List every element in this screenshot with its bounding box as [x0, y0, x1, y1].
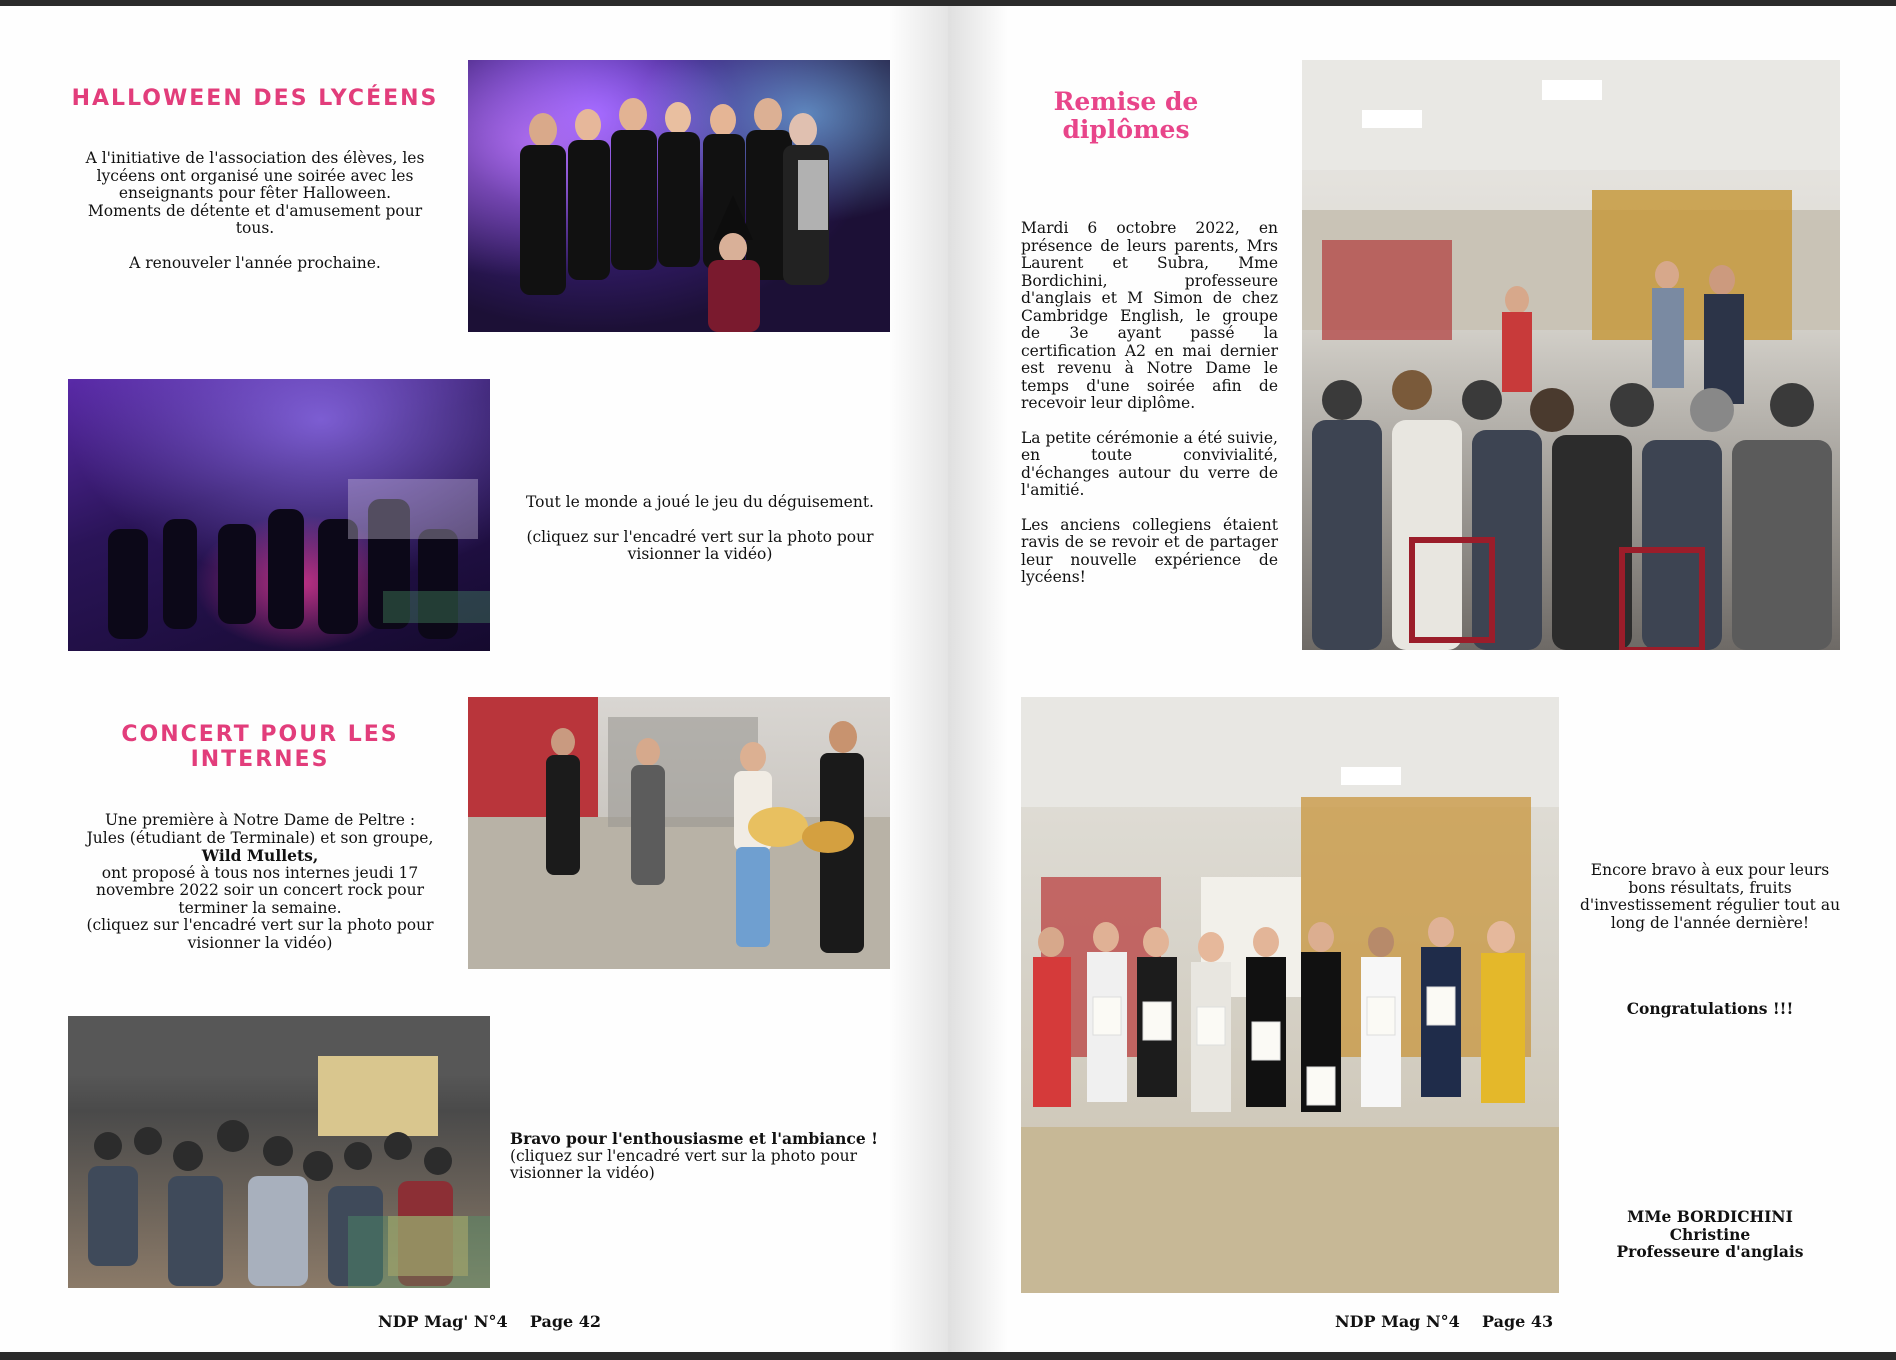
signature-line: Christine	[1669, 1224, 1751, 1244]
concert-title: CONCERT POUR LES INTERNES	[121, 722, 399, 772]
page-footer-43: NDP Mag N°4 Page 43	[1335, 1312, 1554, 1331]
diplomes-title-line: diplômes	[1062, 115, 1190, 144]
concert-text	[70, 812, 450, 952]
diplomes-title	[1026, 88, 1226, 144]
audience-caption-bold: Bravo pour l'enthousiasme et l'ambiance !	[510, 1129, 878, 1148]
bravo-text: Encore bravo à eux pour leurs bons résultats, fruits d'investissement régulier tout au long de l'année dernière!	[1579, 861, 1841, 932]
concert-band-photo[interactable]	[468, 697, 890, 969]
diplomes-paragraph: La petite cérémonie a été suivie, en toute convivialité, d'échanges autour du verre de l'amitié.	[1021, 428, 1278, 499]
halloween-group-photo[interactable]	[468, 60, 890, 332]
audience-caption	[510, 1130, 890, 1183]
signature-line: MMe BORDICHINI	[1627, 1207, 1793, 1226]
signature	[1578, 1208, 1842, 1261]
video-link-box[interactable]	[383, 591, 490, 623]
page-43	[948, 6, 1896, 1352]
concert-audience-photo[interactable]	[68, 1016, 490, 1288]
audience-caption-line: (cliquez sur l'encadré vert sur la photo pour visionner la vidéo)	[510, 1146, 858, 1182]
concert-band-name: Wild Mullets,	[201, 846, 319, 865]
signature-line: Professeure d'anglais	[1616, 1242, 1804, 1261]
page-footer-42: NDP Mag' N°4 Page 42	[378, 1312, 602, 1331]
concert-line: (cliquez sur l'encadré vert sur la photo pour visionner la vidéo)	[86, 916, 434, 952]
halloween-text	[70, 150, 440, 272]
diplomes-text	[1021, 220, 1278, 587]
page-42	[0, 6, 948, 1352]
viewer-bottom-bar	[0, 1352, 1896, 1360]
spine-shadow	[948, 6, 1008, 1352]
ceremony-photo[interactable]	[1302, 60, 1840, 650]
congratulations-text: Congratulations !!!	[1626, 999, 1794, 1018]
concert-line: ont proposé à tous nos internes jeudi 17 novembre 2022 soir un concert rock pour terminer la semaine.	[95, 863, 425, 917]
concert-line: Jules (étudiant de Terminale) et son groupe,	[86, 828, 434, 847]
spine-shadow	[888, 6, 948, 1352]
diplomes-paragraph: Mardi 6 octobre 2022, en présence de leurs parents, Mrs Laurent et Subra, Mme Bordichini, professeure d'anglais et M Simon de chez Cambridge English, le groupe de 3e ayant passé la certification A2 en mai dernier est revenu à Notre Dame le temps d'une soirée afin de recevoir leur diplôme.	[1021, 219, 1278, 412]
halloween-paragraph: A l'initiative de l'association des élèves, les lycéens ont organisé une soirée avec les enseignants pour fêter Halloween.	[85, 149, 425, 202]
dance-caption	[520, 494, 880, 564]
concert-line: Une première à Notre Dame de Peltre :	[104, 811, 416, 829]
halloween-dance-photo[interactable]	[68, 379, 490, 651]
video-link-box[interactable]	[348, 1216, 490, 1288]
dance-caption-line: Tout le monde a joué le jeu du déguisement.	[526, 493, 874, 511]
dance-caption-line: (cliquez sur l'encadré vert sur la photo pour visionner la vidéo)	[526, 527, 874, 563]
halloween-title: HALLOWEEN DES LYCÉENS	[71, 86, 439, 111]
diplomes-title-line: Remise de	[1053, 87, 1199, 116]
graduates-group-photo[interactable]	[1021, 697, 1559, 1293]
diplomes-paragraph: Les anciens collegiens étaient ravis de se revoir et de partager leur nouvelle expérience de lycéens!	[1021, 515, 1278, 586]
halloween-paragraph: Moments de détente et d'amusement pour tous.	[87, 201, 423, 237]
halloween-paragraph: A renouveler l'année prochaine.	[129, 253, 381, 272]
